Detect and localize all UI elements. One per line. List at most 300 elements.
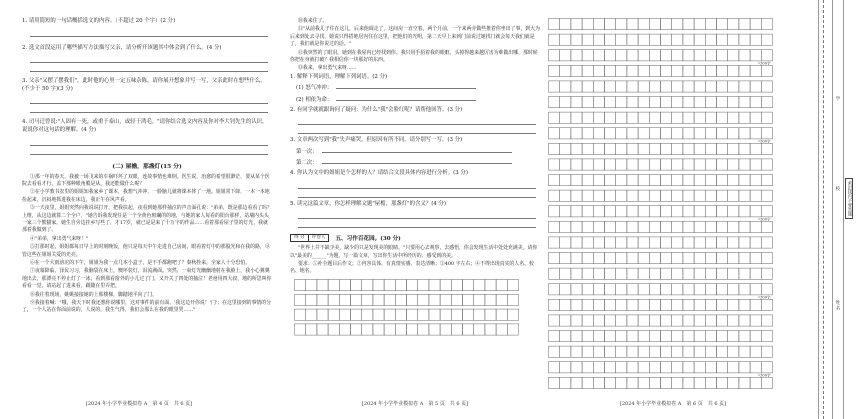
grid-cell[interactable] [739,190,750,201]
grid-cell[interactable] [761,143,772,154]
grid-cell[interactable] [496,324,507,335]
grid-cell[interactable] [407,309,418,320]
grid-cell[interactable] [295,309,306,320]
grid-cell[interactable] [672,81,683,92]
grid-cell[interactable] [485,309,496,320]
grid-cell[interactable] [761,362,772,373]
grid-cell[interactable] [739,143,750,154]
grid-cell[interactable] [761,237,772,248]
grid-cell[interactable] [582,97,593,108]
grid-cell[interactable] [507,309,518,320]
grid-cell[interactable] [605,65,616,76]
grid-cell[interactable] [761,268,772,279]
grid-cell[interactable] [649,299,660,310]
grid-cell[interactable] [616,237,627,248]
grid-cell[interactable] [616,268,627,279]
grid-cell[interactable] [705,377,716,388]
grid-cell[interactable] [627,315,638,326]
grid-cell[interactable] [560,190,571,201]
grid-cell[interactable] [705,299,716,310]
answer-blank[interactable] [336,95,476,101]
grid-cell[interactable] [549,268,560,279]
grid-cell[interactable] [560,253,571,264]
grid-cell[interactable] [661,112,672,123]
grid-row[interactable] [549,331,773,342]
grid-cell[interactable] [605,97,616,108]
grid-cell[interactable] [694,221,705,232]
grid-cell[interactable] [694,299,705,310]
grid-cell[interactable] [593,112,604,123]
grid-cell[interactable] [739,206,750,217]
grid-row[interactable] [549,34,773,45]
grid-cell[interactable] [362,294,373,305]
grid-cell[interactable] [728,253,739,264]
grid-cell[interactable] [705,268,716,279]
grid-cell[interactable] [649,159,660,170]
grid-cell[interactable] [627,331,638,342]
grid-cell[interactable] [560,346,571,357]
grid-cell[interactable] [761,65,772,76]
grid-cell[interactable] [717,315,728,326]
grid-cell[interactable] [728,65,739,76]
grid-cell[interactable] [761,346,772,357]
grid-cell[interactable] [560,377,571,388]
grid-cell[interactable] [717,190,728,201]
grid-cell[interactable] [761,128,772,139]
grid-cell[interactable] [761,175,772,186]
grid-cell[interactable] [549,284,560,295]
grid-row[interactable] [549,112,773,123]
grid-cell[interactable] [560,143,571,154]
grid-cell[interactable] [683,190,694,201]
grid-cell[interactable] [694,34,705,45]
grid-cell[interactable] [717,97,728,108]
grid-cell[interactable] [694,97,705,108]
grid-cell[interactable] [705,50,716,61]
grid-cell[interactable] [474,324,485,335]
grid-row[interactable] [295,324,519,335]
grid-cell[interactable] [593,159,604,170]
grid-cell[interactable] [638,175,649,186]
grid-cell[interactable] [649,97,660,108]
grid-cell[interactable] [627,34,638,45]
grid-cell[interactable] [728,190,739,201]
grid-cell[interactable] [560,315,571,326]
grid-cell[interactable] [549,50,560,61]
grid-cell[interactable] [549,362,560,373]
grid-cell[interactable] [485,294,496,305]
grid-cell[interactable] [717,19,728,30]
grid-cell[interactable] [649,81,660,92]
grid-cell[interactable] [616,50,627,61]
grid-row[interactable] [549,268,773,279]
grid-cell[interactable] [750,112,761,123]
grid-cell[interactable] [672,253,683,264]
grid-cell[interactable] [683,50,694,61]
answer-line[interactable] [298,125,536,134]
grid-cell[interactable] [683,221,694,232]
grid-cell[interactable] [616,81,627,92]
grid-cell[interactable] [683,315,694,326]
grid-row[interactable] [549,206,773,217]
answer-blank[interactable] [322,147,512,153]
grid-cell[interactable] [571,362,582,373]
grid-cell[interactable] [672,315,683,326]
grid-cell[interactable] [593,34,604,45]
grid-cell[interactable] [739,65,750,76]
grid-row[interactable] [549,81,773,92]
grid-cell[interactable] [451,309,462,320]
grid-cell[interactable] [750,315,761,326]
grid-cell[interactable] [761,331,772,342]
grid-cell[interactable] [750,346,761,357]
grid-cell[interactable] [571,237,582,248]
grid-cell[interactable] [605,362,616,373]
grid-cell[interactable] [761,206,772,217]
grid-cell[interactable] [549,206,560,217]
grid-cell[interactable] [418,294,429,305]
grid-row[interactable] [295,309,519,320]
grid-cell[interactable] [683,331,694,342]
grid-cell[interactable] [549,221,560,232]
grid-cell[interactable] [638,128,649,139]
grid-cell[interactable] [750,253,761,264]
answer-line[interactable] [298,219,536,228]
grid-cell[interactable] [739,34,750,45]
grid-cell[interactable] [582,190,593,201]
grid-cell[interactable] [761,190,772,201]
grid-cell[interactable] [295,279,306,290]
grid-cell[interactable] [694,50,705,61]
grid-cell[interactable] [683,175,694,186]
grid-cell[interactable] [582,19,593,30]
grid-cell[interactable] [761,315,772,326]
grid-cell[interactable] [384,294,395,305]
grid-cell[interactable] [649,221,660,232]
grid-cell[interactable] [661,237,672,248]
grid-cell[interactable] [705,221,716,232]
grid-cell[interactable] [549,65,560,76]
grid-cell[interactable] [717,362,728,373]
grid-cell[interactable] [429,309,440,320]
grid-cell[interactable] [672,377,683,388]
grid-cell[interactable] [593,237,604,248]
grid-cell[interactable] [705,362,716,373]
writing-grid[interactable] [294,279,526,339]
grid-cell[interactable] [582,362,593,373]
answer-line[interactable] [30,28,268,37]
grid-cell[interactable] [728,221,739,232]
grid-cell[interactable] [549,175,560,186]
grid-cell[interactable] [672,175,683,186]
grid-cell[interactable] [582,50,593,61]
grid-cell[interactable] [694,65,705,76]
answer-blank[interactable] [336,83,476,89]
grid-cell[interactable] [306,294,317,305]
grid-cell[interactable] [739,253,750,264]
grid-cell[interactable] [616,34,627,45]
grid-row[interactable] [549,346,773,357]
grid-cell[interactable] [451,279,462,290]
grid-cell[interactable] [295,294,306,305]
grid-cell[interactable] [549,331,560,342]
grid-cell[interactable] [593,331,604,342]
grid-cell[interactable] [384,324,395,335]
grid-cell[interactable] [627,190,638,201]
grid-cell[interactable] [362,309,373,320]
grid-cell[interactable] [549,112,560,123]
grid-cell[interactable] [705,143,716,154]
grid-cell[interactable] [728,19,739,30]
grid-cell[interactable] [549,159,560,170]
grid-cell[interactable] [593,50,604,61]
grid-cell[interactable] [593,284,604,295]
grid-cell[interactable] [560,34,571,45]
grid-cell[interactable] [351,309,362,320]
grid-cell[interactable] [496,294,507,305]
grid-cell[interactable] [739,19,750,30]
grid-cell[interactable] [616,377,627,388]
grid-cell[interactable] [605,81,616,92]
grid-cell[interactable] [440,309,451,320]
grid-cell[interactable] [638,268,649,279]
grid-cell[interactable] [616,299,627,310]
grid-cell[interactable] [395,309,406,320]
grid-cell[interactable] [649,315,660,326]
grid-cell[interactable] [761,284,772,295]
grid-row[interactable] [549,190,773,201]
grid-cell[interactable] [627,284,638,295]
grid-cell[interactable] [418,279,429,290]
grid-cell[interactable] [661,362,672,373]
grid-cell[interactable] [571,50,582,61]
grid-cell[interactable] [705,34,716,45]
grid-cell[interactable] [761,377,772,388]
grid-cell[interactable] [717,143,728,154]
grid-cell[interactable] [571,81,582,92]
grid-cell[interactable] [605,112,616,123]
grid-cell[interactable] [582,346,593,357]
grid-cell[interactable] [683,377,694,388]
grid-cell[interactable] [582,65,593,76]
grid-cell[interactable] [373,324,384,335]
grid-cell[interactable] [717,253,728,264]
grid-cell[interactable] [306,309,317,320]
answer-line[interactable] [30,54,268,63]
grid-cell[interactable] [440,294,451,305]
grid-cell[interactable] [627,65,638,76]
grid-cell[interactable] [649,175,660,186]
grid-cell[interactable] [440,324,451,335]
grid-cell[interactable] [649,143,660,154]
grid-cell[interactable] [683,159,694,170]
grid-row[interactable] [549,221,773,232]
grid-cell[interactable] [560,128,571,139]
grid-cell[interactable] [571,377,582,388]
grid-cell[interactable] [485,279,496,290]
grid-cell[interactable] [463,279,474,290]
grid-cell[interactable] [672,221,683,232]
grid-cell[interactable] [717,346,728,357]
grid-cell[interactable] [616,175,627,186]
grid-cell[interactable] [750,159,761,170]
grid-cell[interactable] [672,97,683,108]
grid-cell[interactable] [549,34,560,45]
grid-cell[interactable] [627,128,638,139]
grid-cell[interactable] [683,81,694,92]
grid-cell[interactable] [694,190,705,201]
grid-cell[interactable] [672,190,683,201]
grid-cell[interactable] [593,19,604,30]
grid-cell[interactable] [661,34,672,45]
grid-cell[interactable] [649,268,660,279]
grid-cell[interactable] [605,377,616,388]
grid-cell[interactable] [717,65,728,76]
grid-row[interactable] [549,237,773,248]
grid-cell[interactable] [593,97,604,108]
grid-cell[interactable] [593,143,604,154]
grid-cell[interactable] [739,128,750,139]
grid-cell[interactable] [717,50,728,61]
grid-cell[interactable] [549,143,560,154]
grid-cell[interactable] [750,97,761,108]
grid-cell[interactable] [728,143,739,154]
grid-cell[interactable] [661,221,672,232]
grid-cell[interactable] [328,279,339,290]
grid-cell[interactable] [593,206,604,217]
grid-cell[interactable] [728,159,739,170]
grid-cell[interactable] [339,309,350,320]
grid-cell[interactable] [638,377,649,388]
grid-cell[interactable] [717,284,728,295]
grid-cell[interactable] [351,294,362,305]
grid-cell[interactable] [672,112,683,123]
grid-cell[interactable] [507,324,518,335]
grid-cell[interactable] [705,159,716,170]
grid-cell[interactable] [649,128,660,139]
grid-cell[interactable] [571,221,582,232]
grid-cell[interactable] [661,50,672,61]
grid-cell[interactable] [638,19,649,30]
grid-cell[interactable] [295,324,306,335]
grid-cell[interactable] [560,175,571,186]
grid-cell[interactable] [750,377,761,388]
grid-cell[interactable] [638,237,649,248]
grid-cell[interactable] [672,268,683,279]
grid-cell[interactable] [717,128,728,139]
grid-cell[interactable] [571,206,582,217]
grid-cell[interactable] [672,50,683,61]
grid-cell[interactable] [717,237,728,248]
grid-cell[interactable] [395,324,406,335]
grid-cell[interactable] [627,237,638,248]
grid-cell[interactable] [571,284,582,295]
grid-cell[interactable] [593,362,604,373]
grid-cell[interactable] [728,50,739,61]
grid-cell[interactable] [694,377,705,388]
answer-line[interactable] [30,137,268,146]
grid-cell[interactable] [717,299,728,310]
grid-cell[interactable] [717,377,728,388]
grid-cell[interactable] [474,309,485,320]
grid-cell[interactable] [661,315,672,326]
grid-cell[interactable] [705,190,716,201]
grid-cell[interactable] [560,97,571,108]
grid-cell[interactable] [638,50,649,61]
grid-cell[interactable] [317,279,328,290]
grid-cell[interactable] [571,175,582,186]
grid-cell[interactable] [683,362,694,373]
grid-cell[interactable] [672,128,683,139]
grid-cell[interactable] [627,206,638,217]
grid-cell[interactable] [593,65,604,76]
grid-cell[interactable] [750,190,761,201]
answer-line[interactable] [30,104,268,113]
grid-cell[interactable] [750,299,761,310]
answer-line[interactable] [298,116,536,125]
grid-cell[interactable] [429,324,440,335]
grid-cell[interactable] [474,294,485,305]
grid-cell[interactable] [616,253,627,264]
grid-cell[interactable] [616,190,627,201]
grid-cell[interactable] [582,206,593,217]
grid-cell[interactable] [739,81,750,92]
grid-cell[interactable] [728,175,739,186]
grid-cell[interactable] [661,377,672,388]
grid-cell[interactable] [605,175,616,186]
grid-cell[interactable] [661,299,672,310]
grid-cell[interactable] [705,253,716,264]
grid-cell[interactable] [605,253,616,264]
grid-cell[interactable] [451,324,462,335]
grid-cell[interactable] [571,346,582,357]
grid-cell[interactable] [593,190,604,201]
grid-cell[interactable] [683,346,694,357]
grid-cell[interactable] [705,19,716,30]
grid-cell[interactable] [661,284,672,295]
grid-cell[interactable] [739,97,750,108]
grid-cell[interactable] [694,253,705,264]
answer-line[interactable] [298,210,536,219]
grid-cell[interactable] [638,284,649,295]
grid-cell[interactable] [661,81,672,92]
grid-cell[interactable] [728,112,739,123]
grid-cell[interactable] [560,284,571,295]
grid-row[interactable] [549,362,773,373]
grid-cell[interactable] [661,346,672,357]
grid-cell[interactable] [694,362,705,373]
grid-cell[interactable] [717,34,728,45]
grid-row[interactable] [549,253,773,264]
grid-cell[interactable] [627,143,638,154]
grid-cell[interactable] [739,175,750,186]
grid-cell[interactable] [750,175,761,186]
grid-cell[interactable] [683,19,694,30]
grid-cell[interactable] [638,253,649,264]
grid-cell[interactable] [683,34,694,45]
grid-cell[interactable] [571,65,582,76]
grid-cell[interactable] [582,159,593,170]
grid-cell[interactable] [593,299,604,310]
grid-cell[interactable] [661,253,672,264]
grid-cell[interactable] [638,221,649,232]
grid-cell[interactable] [560,362,571,373]
grid-cell[interactable] [571,190,582,201]
grid-cell[interactable] [560,331,571,342]
grid-cell[interactable] [661,19,672,30]
grid-cell[interactable] [761,221,772,232]
grid-cell[interactable] [638,315,649,326]
